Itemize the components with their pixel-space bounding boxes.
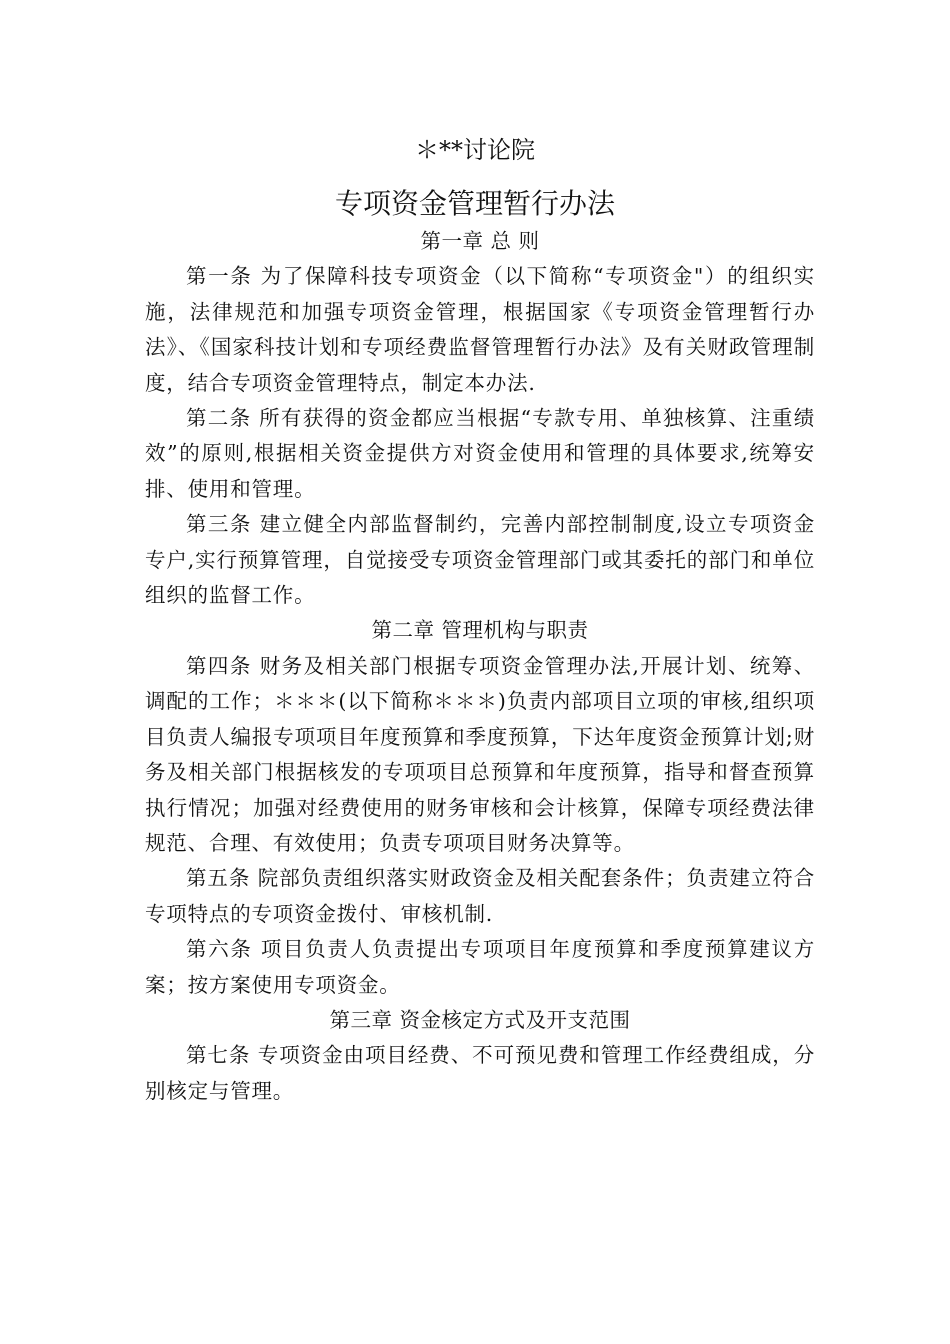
chapter-heading: 第三章 资金核定方式及开支范围 (329, 1007, 631, 1032)
article-paragraph: 第七条 专项资金由项目经费、不可预见费和管理工作经费组成，分别核定与管理。 (145, 1043, 815, 1103)
article-paragraph: 第四条 财务及相关部门根据专项资金管理办法,开展计划、统筹、调配的工作；＊＊＊(以下简称＊＊＊)负责内部项目立项的审核,组织项目负责人编报专项项目年度预算和季度预算，下达年度资金预算计划;财务及相关部门根据核发的专项项目总预算和年度预算，指导和督查预算执行情况；加强对经费使用的财务审核和会计核算，保障专项经费法律规范、合理、有效使用；负责专项项目财务决算等。 (145, 653, 815, 855)
chapter-heading: 第二章 管理机构与职责 (371, 618, 589, 643)
article-paragraph: 第二条 所有获得的资金都应当根据“专款专用、单独核算、注重绩效”的原则,根据相关资金提供方对资金使用和管理的具体要求,统筹安排、使用和管理。 (145, 406, 815, 501)
document-body (145, 224, 815, 1109)
article-paragraph: 第六条 项目负责人负责提出专项项目年度预算和季度预算建议方案；按方案使用专项资金。 (145, 937, 815, 997)
chapter-heading: 第一章 总 则 (420, 229, 540, 253)
article-paragraph: 第五条 院部负责组织落实财政资金及相关配套条件；负责建立符合专项特点的专项资金拨付、审核机制. (145, 866, 815, 926)
article-paragraph: 第三条 建立健全内部监督制约，完善内部控制制度,设立专项资金专户,实行预算管理，自觉接受专项资金管理部门或其委托的部门和单位组织的监督工作。 (145, 512, 815, 608)
doc-title: 专项资金管理暂行办法 (334, 187, 615, 220)
article-paragraph: 第一条 为了保障科技专项资金（以下简称“专项资金"）的组织实施，法律规范和加强专项资金管理，根据国家《专项资金管理暂行办法》、《国家科技计划和专项经费监督管理暂行办法》及有关财政管理制度，结合专项资金管理特点，制定本办法. (145, 264, 815, 395)
org-title: ＊**讨论院 (415, 136, 535, 164)
